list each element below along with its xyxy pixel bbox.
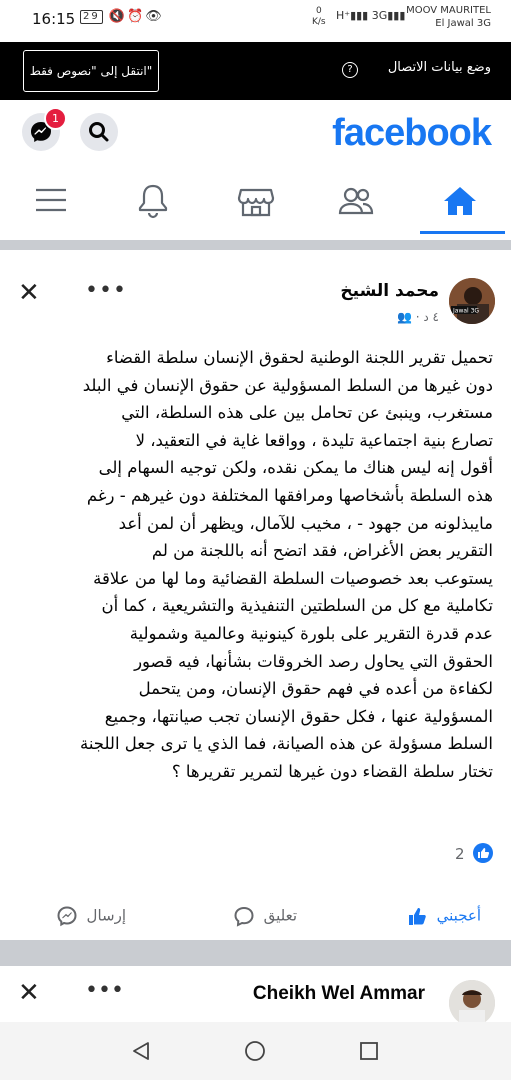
network-speed: 0 K/s: [312, 6, 326, 27]
status-icons: [80, 9, 164, 24]
help-icon[interactable]: ?: [342, 62, 358, 78]
tab-marketplace[interactable]: [236, 178, 276, 222]
like-count[interactable]: 2: [455, 845, 465, 863]
comment-button[interactable]: [233, 905, 297, 927]
send-label: إرسال: [86, 906, 126, 925]
post-meta: [397, 310, 439, 324]
feed-separator-2: [0, 940, 511, 966]
audience-friends-icon: 👥: [396, 310, 412, 324]
menu-icon: [31, 178, 71, 222]
tab-friends[interactable]: [336, 178, 376, 222]
close-icon[interactable]: ✕: [18, 278, 40, 308]
back-icon[interactable]: [130, 1040, 152, 1062]
feed-separator: [0, 240, 511, 250]
status-time: 16:15: [32, 10, 76, 28]
post-text-line: تصارع بنية اجتماعية تليدة ، وواقعا غاية في التعقيد، لا: [135, 430, 493, 450]
friends-icon: [336, 178, 376, 222]
avatar-image-2: [449, 980, 495, 1026]
post-text-line: المسؤولية عنها ، فكل حقوق الإنسان تجب صيانتها، وجميع: [104, 706, 493, 726]
like-reaction-icon: [473, 843, 493, 863]
like-icon: [406, 905, 428, 927]
battery-icon: 29: [80, 10, 103, 24]
app-header: [0, 100, 511, 164]
active-tab-indicator: [420, 231, 505, 234]
main-nav: [0, 166, 511, 236]
comment-label: تعليق: [263, 906, 297, 925]
post-text-line: أقول إنه ليس هناك ما يمكن نقده، ولكن توجيه السهام إلى: [98, 458, 493, 478]
close-icon-2[interactable]: ✕: [18, 978, 40, 1008]
text-only-button[interactable]: انتقل إلى "نصوص فقط": [23, 50, 159, 92]
more-options-icon[interactable]: •••: [85, 278, 127, 303]
system-nav-bar: [0, 1022, 511, 1080]
home-circle-icon[interactable]: [244, 1040, 266, 1062]
post-text-line: هذه السلطة بأشخاصها ومرافقها المختلفة دون غيرهم - رغم: [86, 485, 493, 505]
data-mode-bar: [0, 42, 511, 100]
bell-icon: [133, 178, 173, 222]
home-icon: [440, 178, 480, 222]
send-button[interactable]: [56, 905, 126, 927]
more-options-icon-2[interactable]: •••: [85, 978, 124, 1003]
tab-notifications[interactable]: [133, 178, 173, 222]
post-text-line: الحقوق التي يحاول رصد الخروقات بشأنها، فيه قصور: [134, 651, 493, 671]
avatar-image: [449, 278, 495, 324]
post-text-line: يستوعب بعد خصوصيات السلطة القضائية وما لها من علاقة: [93, 568, 493, 588]
post-text-line: مايبذلونه من جهود - ، مخيب للآمال، ويظهر أن لمن أعد: [118, 513, 493, 533]
post-text-line: لكفاءة من أعده في فهم حقوق الإنسان، ومن يتحمل: [138, 679, 493, 699]
recents-icon[interactable]: [358, 1040, 380, 1062]
comment-icon: [233, 905, 255, 927]
like-button[interactable]: [406, 905, 481, 927]
post-text-line: التقرير بعض الأغراض، فقد اتضح أنه باللجنة من لم: [151, 541, 493, 561]
next-post-avatar[interactable]: [449, 980, 495, 1026]
tab-home[interactable]: [440, 178, 480, 222]
post-text-line: تكاملية مع كل من السلطتين التنفيذية والتشريعية ، كما أن: [101, 596, 493, 616]
post-text-line: دون غيرها من السلط المسؤولية عن حقوق الإنسان في البلد: [82, 375, 493, 395]
marketplace-icon: [236, 178, 276, 222]
eye-icon: 👁: [145, 9, 164, 24]
post-text-line: تختار سلطة القضاء دون غيرها لتمرير تقريرها ؟: [171, 761, 493, 781]
post-text-line: تحميل تقرير اللجنة الوطنية لحقوق الإنسان سلطة القضاء: [106, 348, 493, 367]
carrier-name: MOOV MAURITEL: [406, 5, 491, 16]
search-button[interactable]: [80, 113, 118, 151]
carrier-info: [406, 4, 491, 30]
post-actions: [0, 895, 511, 935]
post-text-line: مستغرب، وينبئ عن تحامل بين على هذه السلطة، التي: [121, 403, 493, 423]
svg-text:Jawal 3G: Jawal 3G: [453, 307, 480, 315]
post-text: [13, 344, 493, 786]
data-mode-label: وضع بيانات الاتصال: [387, 60, 491, 75]
signal-icon: H⁺▮▮▮ 3G▮▮▮: [336, 9, 406, 22]
carrier-network: El Jawal 3G: [435, 18, 491, 29]
next-post-author[interactable]: Cheikh Wel Ammar: [252, 983, 425, 1004]
post-time: ٤ د ·: [415, 310, 439, 324]
post-author[interactable]: محمد الشيخ: [340, 281, 439, 301]
author-avatar[interactable]: [449, 278, 495, 324]
search-icon: [80, 113, 118, 151]
facebook-logo[interactable]: facebook: [332, 112, 491, 154]
like-label: أعجبني: [436, 906, 481, 925]
messenger-send-icon: [56, 905, 78, 927]
post-text-line: السلط مسؤولة عن هذه الصيانة، فما الذي يا ترى جعل اللجنة: [79, 734, 493, 754]
status-bar: [0, 0, 511, 38]
messenger-badge: 1: [44, 107, 67, 130]
tab-menu[interactable]: [31, 178, 71, 222]
post-text-line: عدم قدرة التقرير على بلورة كينونية وعالمية وشمولية: [129, 623, 493, 643]
mute-icon: 🔇: [108, 9, 128, 24]
alarm-icon: ⏰: [127, 9, 146, 24]
